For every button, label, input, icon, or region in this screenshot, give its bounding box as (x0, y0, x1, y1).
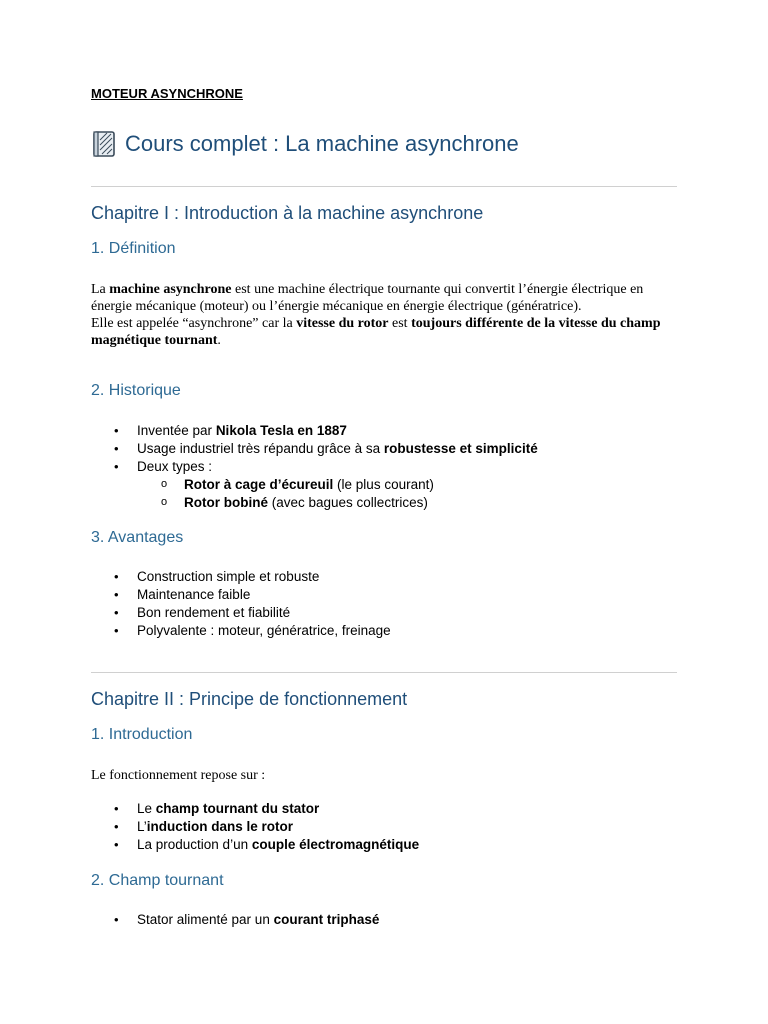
list-item: • Stator alimenté par un courant triphasé (91, 911, 379, 929)
list-item: • Usage industriel très répandu grâce à sa robustesse et simplicité (91, 440, 538, 458)
champ-tournant-heading: 2. Champ tournant (91, 872, 224, 889)
definition-paragraph: La machine asynchrone est une machine électrique tournante qui convertit l’énergie électrique en énergie mécanique (moteur) ou l’énergie mécanique en énergie électrique (génératrice). Elle est appelée “asynchrone” car la vitesse du rotor est toujours différente de la vitesse du champ magnétique tournant. (91, 282, 661, 348)
historique-heading: 2. Historique (91, 382, 181, 399)
introduction-paragraph: Le fonctionnement repose sur : (91, 768, 266, 783)
list-item: • Polyvalente : moteur, génératrice, freinage (91, 622, 391, 640)
avantages-list (91, 568, 391, 640)
list-item: • Construction simple et robuste (91, 568, 391, 586)
list-item: • Inventée par Nikola Tesla en 1887 (91, 422, 538, 440)
divider (91, 672, 677, 673)
definition-heading: 1. Définition (91, 240, 176, 257)
sub-list-item: o Rotor à cage d’écureuil (le plus courant) (91, 476, 538, 494)
sub-list-item: o Rotor bobiné (avec bagues collectrices) (91, 494, 538, 512)
list-item: • La production d’un couple électromagnétique (91, 836, 419, 854)
list-item: • Maintenance faible (91, 586, 391, 604)
list-item: • L’induction dans le rotor (91, 818, 419, 836)
introduction-heading: 1. Introduction (91, 726, 193, 743)
chapter-1-heading: Chapitre I : Introduction à la machine asynchrone (91, 203, 484, 223)
book-icon (91, 130, 117, 158)
introduction-list (91, 800, 419, 854)
list-item: • Deux types : (91, 458, 538, 476)
divider (91, 186, 677, 187)
page-title-text: Cours complet : La machine asynchrone (125, 131, 519, 156)
chapter-2-heading: Chapitre II : Principe de fonctionnement (91, 689, 408, 709)
avantages-heading: 3. Avantages (91, 529, 184, 546)
list-item: • Bon rendement et fiabilité (91, 604, 391, 622)
historique-list (91, 422, 538, 512)
page-title (91, 130, 519, 158)
list-item: • Le champ tournant du stator (91, 800, 419, 818)
champ-tournant-list (91, 911, 379, 929)
document-label: MOTEUR ASYNCHRONE (91, 86, 243, 101)
